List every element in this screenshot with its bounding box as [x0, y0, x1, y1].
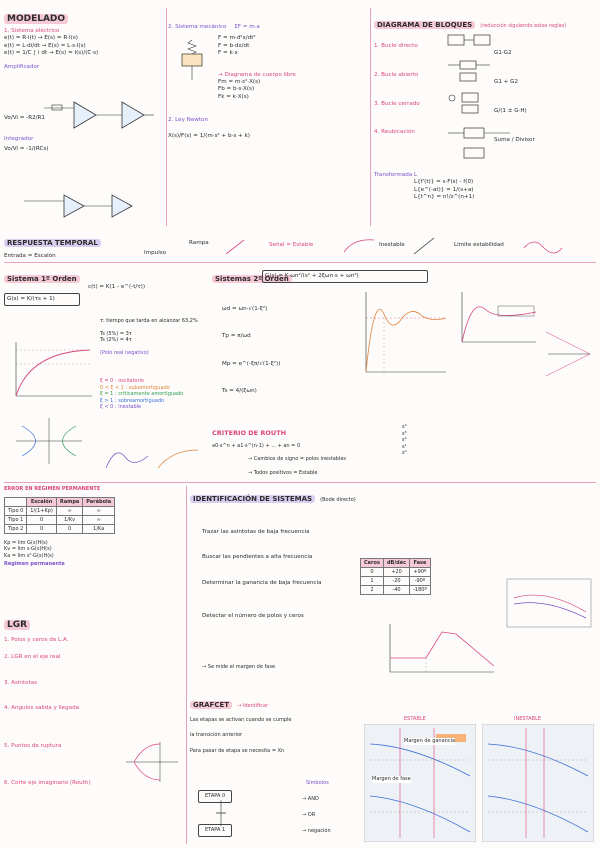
bloques-r4: 4. Reubicación	[374, 129, 415, 136]
bode-asymptote	[386, 622, 496, 678]
bode-mf: Margen de fase	[372, 776, 411, 782]
id-r2c2: -180º	[410, 586, 431, 595]
divider-top	[4, 262, 596, 263]
id-r0c0: 0	[361, 568, 384, 577]
temporal-impulso: Impulso	[144, 250, 167, 256]
id-r1c0: 1	[361, 577, 384, 586]
primer-orden-section	[4, 266, 208, 478]
primer-orden-tau: τ: tiempo que tarda en alcanzar 63,2%	[100, 318, 198, 324]
grafcet-section	[190, 692, 360, 844]
bode-plot-unstable	[482, 724, 594, 842]
lgr-section	[4, 612, 184, 844]
error-row0-a: 1/(1+Kp)	[27, 506, 57, 515]
mecanico-tf: X(s)/F(s) = 1/(m·s² + b·s + k)	[168, 132, 250, 139]
bode-t2: INESTABLE	[514, 716, 542, 722]
mecanico-eq2: F = b·dx/dt	[218, 42, 250, 49]
laplace-eq2: L{e^(-at)} = 1/(s+a)	[414, 186, 474, 193]
routh-s0: s⁰	[402, 450, 407, 456]
mecanico-note2: Fm = m·s²·X(s)	[218, 79, 261, 86]
lgr-s5: 5. Puntos de ruptura	[4, 742, 62, 749]
identificacion-s3: Determinar la ganancia de baja frecuencia	[202, 579, 322, 586]
mecanico-header-eq: ΣF = m·a	[234, 24, 260, 30]
routh-title: CRITERIO DE ROUTH	[212, 429, 287, 437]
segundo-orden-mp: Mp = e^(-ξπ/√(1-ξ²))	[222, 360, 281, 367]
primer-orden-tf: G(s) = K/(τs + 1)	[4, 293, 80, 306]
error-row2-c: 1/Ka	[83, 524, 115, 533]
identificacion-section	[190, 486, 596, 682]
id-r2c0: 2	[361, 586, 384, 595]
routh-note1: → Cambios de signo = polos inestables	[248, 455, 347, 462]
integrador-eq: Vo/Vi = -1/(RCs)	[4, 145, 49, 152]
id-th1: dB/déc	[383, 559, 409, 568]
divider-vertical-2	[166, 8, 167, 226]
integrador-title: Integrador	[4, 136, 34, 143]
error-col2: Rampa	[56, 497, 82, 506]
primer-orden-note: (Polo real negativo)	[100, 349, 149, 356]
identificacion-title: IDENTIFICACIÓN DE SISTEMAS	[190, 495, 315, 503]
id-r1c1: -20	[383, 577, 409, 586]
divider-vertical-3	[370, 8, 371, 226]
mecanico-section	[168, 24, 368, 224]
bode-sketch	[506, 578, 592, 628]
error-col1: Escalón	[27, 497, 57, 506]
grafcet-e0: ETAPA 0	[198, 790, 232, 803]
segundo-orden-c5: ξ < 0 : inestable	[100, 404, 142, 410]
integrador-diagram	[24, 191, 144, 221]
mecanico-eq3: F = k·x	[218, 50, 238, 57]
identificacion-table	[360, 558, 431, 595]
mecanico-ley: 2. Ley Newton	[168, 117, 209, 124]
temporal-curves	[224, 234, 564, 256]
temporal-limite: Límite estabilidad	[454, 242, 504, 248]
bloques-title: DIAGRAMA DE BLOQUES	[374, 21, 475, 29]
grafcet-neg: → negación	[302, 828, 331, 834]
error-row0-c: ∞	[83, 506, 115, 515]
grafcet-l1: Las etapas se activan cuando se cumple	[190, 717, 292, 723]
lgr-plot	[124, 740, 180, 784]
mecanico-title	[168, 24, 368, 31]
temporal-section	[4, 230, 596, 262]
error-section	[4, 486, 184, 606]
block-diagram-4	[444, 124, 514, 164]
segundo-orden-c3: ξ = 1 : críticamente amortiguado	[100, 391, 184, 397]
primer-orden-resp: c(t) = K(1 - e^(-t/τ))	[88, 284, 145, 290]
segundo-orden-title: Sistemas 2º Orden	[212, 275, 292, 283]
error-kp: Kp = lim G(s)H(s)	[4, 539, 48, 546]
routh-s4: s⁴	[402, 424, 407, 430]
segundo-orden-c1: ξ = 0 : oscilatorio	[100, 378, 144, 384]
mecanico-note1: → Diagrama de cuerpo libre	[218, 71, 296, 78]
error-row1-tipo: Tipo 1	[5, 515, 27, 524]
primer-orden-ts: Ts (5%) = 3τ	[100, 330, 132, 337]
id-r1c2: -90º	[410, 577, 431, 586]
segundo-orden-plot	[362, 290, 448, 376]
divider-vertical-1	[186, 486, 187, 844]
id-r0c1: +20	[383, 568, 409, 577]
segundo-orden-tp: Tp = π/ωd	[222, 333, 251, 340]
identificacion-note: → Se mide el margen de fase	[202, 664, 276, 670]
error-row1-c: ∞	[83, 515, 115, 524]
lgr-s4: 4. Ángulos salida y llegada	[4, 705, 80, 712]
modelado-eq3: e(t) = 1/C ∫ i dt → E(s) = I(s)/(C·s)	[4, 50, 99, 57]
id-th2: Fase	[410, 559, 431, 568]
bode-section	[364, 716, 596, 844]
routh-s1: s¹	[402, 443, 407, 450]
grafcet-title: GRAFCET	[190, 701, 232, 709]
temporal-senal: Señal = Estable	[269, 242, 314, 248]
routh-s2: s²	[402, 437, 407, 443]
temporal-entrada: Entrada = Escalón	[4, 253, 56, 259]
mecanico-title-text: 2. Sistema mecánico	[168, 24, 227, 30]
segundo-orden-ts: Ts = 4/(ξωn)	[222, 388, 257, 395]
error-col-empty	[5, 497, 27, 506]
error-table	[4, 497, 115, 534]
bloques-r1-eq: G1·G2	[494, 50, 512, 57]
lgr-s3: 3. Asíntotas	[4, 679, 38, 686]
routh-note2: → Todos positivos = Estable	[248, 470, 318, 476]
bloques-r2-eq: G1 + G2	[494, 79, 519, 86]
identificacion-s4: Detectar el número de polos y ceros	[202, 613, 304, 620]
spring-mass-diagram	[176, 38, 210, 82]
lgr-s6: 6. Corte eje imaginario (Routh)	[4, 780, 91, 787]
error-ka: Ka = lim s²·G(s)H(s)	[4, 552, 54, 559]
lgr-title: LGR	[4, 620, 30, 630]
routh-s3: s³	[402, 430, 407, 437]
grafcet-and: → AND	[302, 796, 319, 802]
temporal-inestable: Inestable	[379, 242, 405, 248]
grafcet-sim: Símbolos	[306, 780, 329, 786]
primer-orden-plot	[10, 340, 94, 402]
temporal-title: RESPUESTA TEMPORAL	[4, 239, 101, 247]
opamp-diagram	[44, 98, 154, 134]
pole-plane	[14, 416, 84, 466]
block-diagram-1	[444, 32, 496, 48]
lgr-s2: 2. LGR en el eje real	[4, 654, 61, 661]
bloques-r3-eq: G/(1 ± G·H)	[494, 108, 527, 115]
id-r0c2: +90º	[410, 568, 431, 577]
identificacion-s1: Trazar las asíntotas de baja frecuencia	[202, 529, 310, 535]
modelado-eq1: e(t) = R·i(t) → E(s) = R·I(s)	[4, 35, 78, 42]
temporal-rampa: Rampa	[189, 240, 209, 246]
bloques-section	[374, 12, 596, 172]
bloques-r2: 2. Bucle abierto	[374, 71, 419, 78]
modelado-eq2: e(t) = L·di/dt → E(s) = L·s·I(s)	[4, 42, 86, 49]
laplace-section	[374, 172, 596, 224]
error-row2-b: 0	[56, 524, 82, 533]
segundo-orden-c2: 0 < ξ < 1 : subamortiguado	[100, 384, 170, 391]
error-kv: Kv = lim s·G(s)H(s)	[4, 546, 52, 552]
identificacion-sub: (Bode directo)	[320, 497, 356, 503]
error-title: ERROR EN RÉGIMEN PERMANENTE	[4, 486, 101, 492]
error-row0-tipo: Tipo 0	[5, 506, 27, 515]
error-col3: Parábola	[83, 497, 115, 506]
opamp-eq: Vo/Vi = -R2/R1	[4, 115, 45, 122]
segundo-orden-section	[212, 266, 596, 416]
bode-t1: ESTABLE	[404, 716, 426, 722]
block-diagram-2	[444, 60, 496, 82]
id-r2c1: -40	[383, 586, 409, 595]
lgr-s1: 1. Polos y ceros de L.A.	[4, 637, 69, 643]
identificacion-s2: Buscar las pendientes a alta frecuencia	[202, 554, 313, 561]
grafcet-sub: → Identificar	[237, 703, 269, 709]
block-diagram-3	[444, 92, 496, 114]
error-row2-a: 0	[27, 524, 57, 533]
grafcet-e1: ETAPA 1	[198, 824, 232, 837]
laplace-eq3: L{t^n} = n!/s^(n+1)	[414, 194, 475, 201]
bode-mg: Margen de ganancia	[404, 738, 456, 744]
divider-mid	[4, 482, 596, 483]
modelado-subtitle: 1. Sistema eléctrico	[4, 28, 60, 34]
mecanico-eq1: F = m·d²x/dt²	[218, 35, 256, 42]
primer-orden-ts2: Ts (2%) = 4τ	[100, 337, 132, 343]
bloques-r4-eq: Suma / Divisor	[494, 136, 535, 143]
mecanico-note3: Fb = b·s·X(s)	[218, 86, 255, 93]
segundo-orden-wd: ωd = ωn·√(1-ξ²)	[222, 306, 268, 312]
segundo-orden-plot-2	[458, 290, 538, 346]
grafcet-l2: la transición anterior	[190, 731, 243, 738]
primer-orden-title: Sistema 1º Orden	[4, 275, 80, 283]
routh-section	[212, 420, 596, 482]
segundo-orden-c4: ξ > 1 : sobreamortiguado	[100, 397, 165, 404]
grafcet-or: → OR	[302, 812, 316, 818]
mecanico-note4: Fk = k·X(s)	[218, 93, 249, 100]
pole-lines	[542, 326, 594, 382]
bloques-r3: 3. Bucle cerrado	[374, 100, 420, 107]
opamp-title: Amplificador	[4, 63, 40, 70]
modelado-title: MODELADO	[4, 14, 68, 24]
error-row0-b: ∞	[56, 506, 82, 515]
laplace-title: Transformada L	[374, 172, 418, 178]
error-row2-tipo: Tipo 2	[5, 524, 27, 533]
bloques-note: (reducción siguiendo estas reglas)	[480, 23, 567, 29]
error-row1-a: 0	[27, 515, 57, 524]
error-reg: Régimen permanente	[4, 561, 65, 567]
segundo-orden-tf: G(s) = K·ωn²/(s² + 2ξωn·s + ωn²)	[262, 270, 428, 283]
bloques-r1: 1. Bucle directo	[374, 43, 418, 49]
response-curves	[102, 442, 202, 472]
grafcet-l3: Para pasar de etapa se necesita = Xn	[190, 748, 285, 754]
error-row1-b: 1/Kv	[56, 515, 82, 524]
laplace-eq1: L{f'(t)} = s·F(s) - f(0)	[414, 179, 474, 186]
routh-eq: a0·s^n + a1·s^(n-1) + ... + an = 0	[212, 443, 301, 449]
grafcet-link	[216, 800, 226, 826]
id-th0: Ceros	[361, 559, 384, 568]
modelado-section	[4, 6, 164, 228]
